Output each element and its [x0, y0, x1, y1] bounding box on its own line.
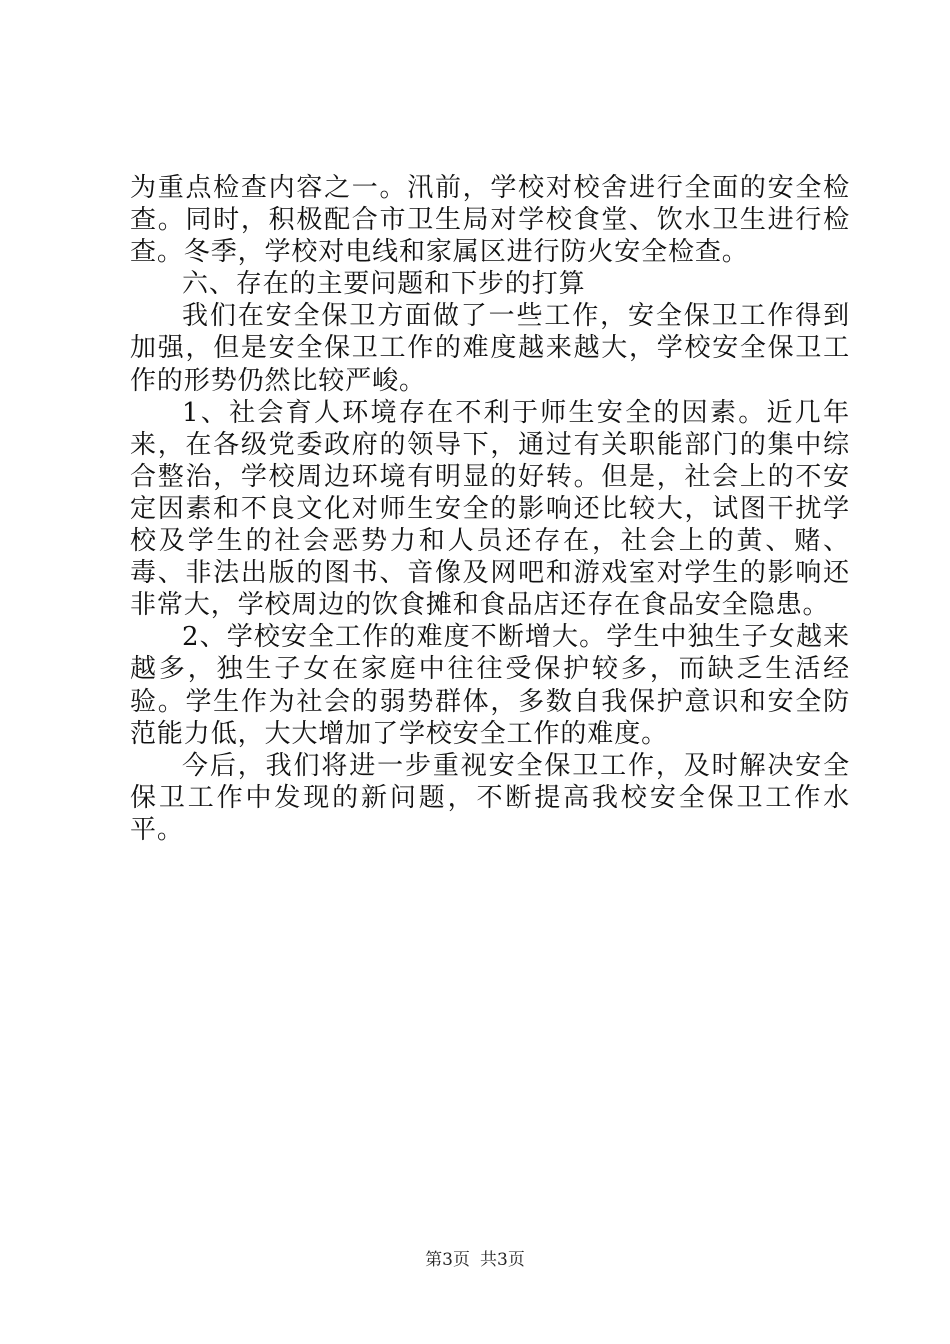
paragraph-issue-2: 2、学校安全工作的难度不断增大。学生中独生子女越来越多，独生子女在家庭中往往受保护较多，而缺乏生活经验。学生作为社会的弱势群体，多数自我保护意识和安全防范能力低，大大增加了学校安全工作的难度。	[130, 622, 850, 749]
page-number-total: 共3页	[480, 1250, 525, 1270]
page-number-current: 第3页	[425, 1250, 470, 1270]
paragraph-continued: 为重点检查内容之一。汛前，学校对校舍进行全面的安全检查。同时，积极配合市卫生局对学校食堂、饮水卫生进行检查。冬季，学校对电线和家属区进行防火安全检查。	[130, 173, 850, 268]
section-heading: 六、存在的主要问题和下步的打算	[182, 269, 586, 300]
paragraph-issue-1: 1、社会育人环境存在不利于师生安全的因素。近几年来，在各级党委政府的领导下，通过有关职能部门的集中综合整治，学校周边环境有明显的好转。但是，社会上的不安定因素和不良文化对师生安全的影响还比较大，试图干扰学校及学生的社会恶势力和人员还存在，社会上的黄、赌、毒、非法出版的图书、音像及网吧和游戏室对学生的影响还非常大，学校周边的饮食摊和食品店还存在食品安全隐患。	[130, 397, 850, 621]
paragraph-conclusion: 今后，我们将进一步重视安全保卫工作，及时解决安全保卫工作中发现的新问题，不断提高我校安全保卫工作水平。	[130, 750, 850, 845]
page-footer	[0, 1245, 950, 1270]
document-body	[130, 172, 850, 846]
paragraph-summary: 我们在安全保卫方面做了一些工作，安全保卫工作得到加强，但是安全保卫工作的难度越来越大，学校安全保卫工作的形势仍然比较严峻。	[130, 301, 850, 396]
